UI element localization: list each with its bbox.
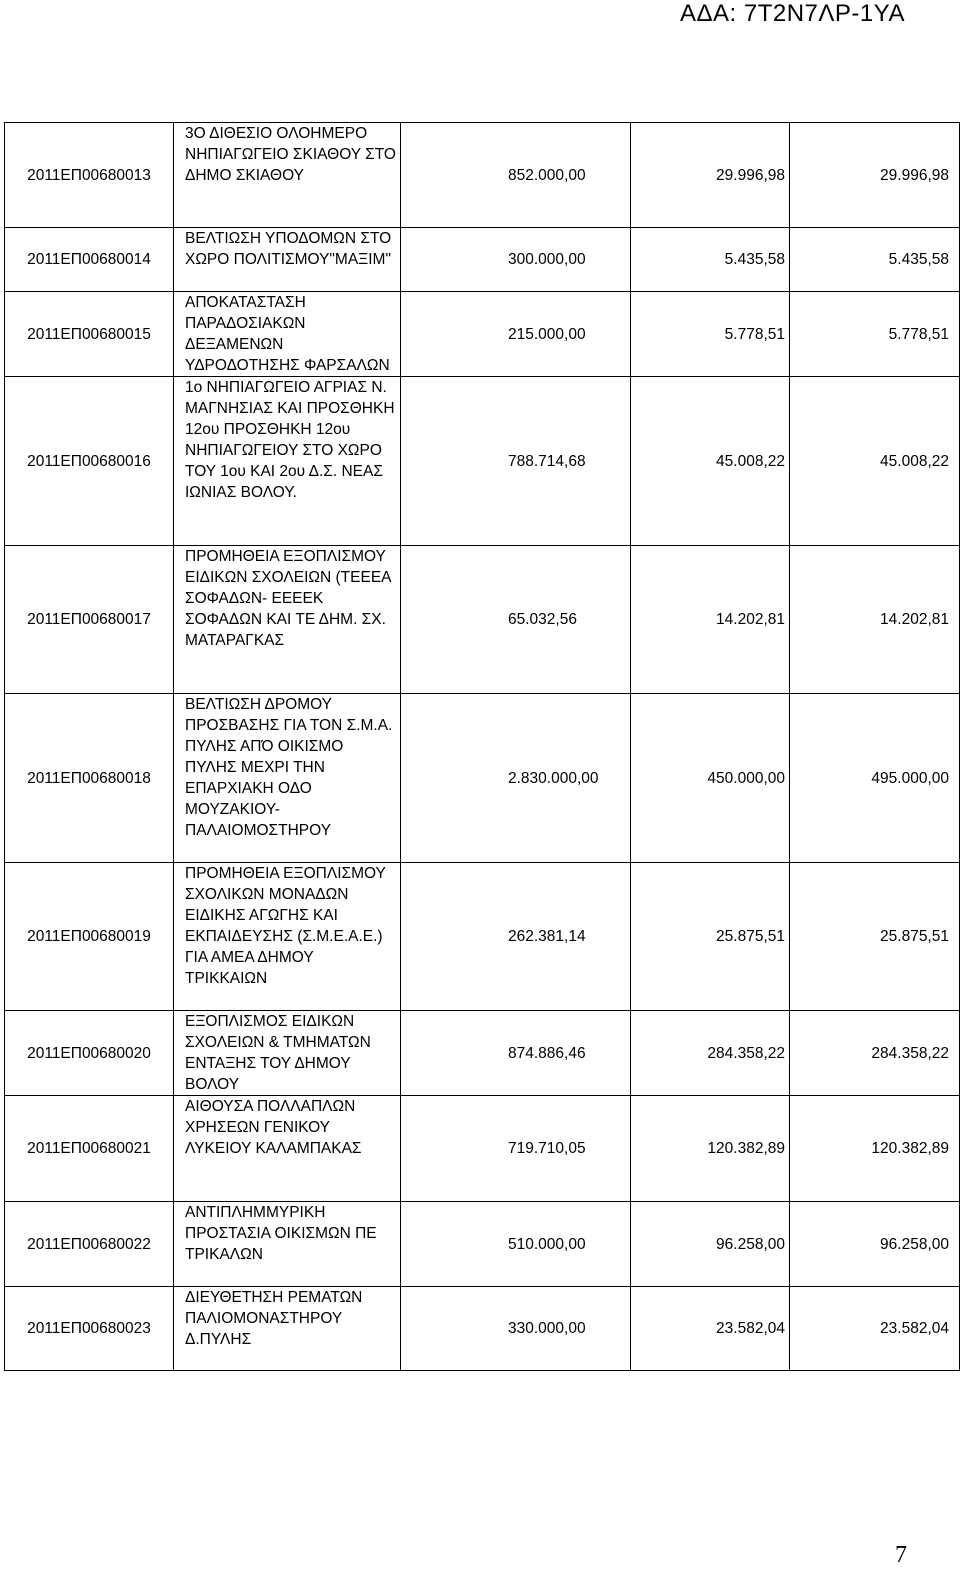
amount-cell: 96.258,00 [631,1202,790,1287]
amount-cell: 25.875,51 [631,863,790,1011]
project-description-cell: 3Ο ΔΙΘΕΣΙΟ ΟΛΟΗΜΕΡΟ ΝΗΠΙΑΓΩΓΕΙΟ ΣΚΙΑΘΟΥ ΣΤΟ ΔΗΜΟ ΣΚΙΑΘΟΥ [174,123,401,228]
amount-cell: 284.358,22 [631,1011,790,1096]
amount-cell: 23.582,04 [631,1287,790,1371]
project-description-cell: ΕΞΟΠΛΙΣΜΟΣ ΕΙΔΙΚΩΝ ΣΧΟΛΕΙΩΝ & ΤΜΗΜΑΤΩΝ ΕΝΤΑΞΗΣ ΤΟΥ ΔΗΜΟΥ ΒΟΛΟΥ [174,1011,401,1096]
project-code-cell: 2011ΕΠ00680020 [5,1011,174,1096]
project-description-cell: ΔΙΕΥΘΕΤΗΣΗ ΡΕΜΑΤΩΝ ΠΑΛΙΟΜΟΝΑΣΤΗΡΟΥ Δ.ΠΥΛΗΣ [174,1287,401,1371]
amount-cell: 23.582,04 [790,1287,960,1371]
table-row [5,292,960,377]
amount-cell: 120.382,89 [790,1096,960,1202]
budget-cell: 262.381,14 [401,863,631,1011]
amount-cell: 14.202,81 [790,546,960,694]
budget-cell: 65.032,56 [401,546,631,694]
budget-cell: 874.886,46 [401,1011,631,1096]
project-code-cell: 2011ΕΠ00680016 [5,377,174,546]
table-row [5,1202,960,1287]
budget-cell: 719.710,05 [401,1096,631,1202]
amount-cell: 5.435,58 [790,228,960,292]
project-code-cell: 2011ΕΠ00680022 [5,1202,174,1287]
budget-cell: 2.830.000,00 [401,694,631,863]
project-code-cell: 2011ΕΠ00680021 [5,1096,174,1202]
amount-cell: 96.258,00 [790,1202,960,1287]
project-code-cell: 2011ΕΠ00680014 [5,228,174,292]
amount-cell: 450.000,00 [631,694,790,863]
amount-cell: 29.996,98 [790,123,960,228]
budget-cell: 510.000,00 [401,1202,631,1287]
project-description-cell: 1ο ΝΗΠΙΑΓΩΓΕΙΟ ΑΓΡΙΑΣ Ν. ΜΑΓΝΗΣΙΑΣ ΚΑΙ ΠΡΟΣΘΗΚΗ 12ου ΠΡΟΣΘΗΚΗ 12ου ΝΗΠΙΑΓΩΓΕΙΟΥ ΣΤΟ ΧΩΡΟ ΤΟΥ 1ου ΚΑΙ 2ου Δ.Σ. ΝΕΑΣ ΙΩΝΙΑΣ ΒΟΛΟΥ. [174,377,401,546]
project-code-cell: 2011ΕΠ00680013 [5,123,174,228]
amount-cell: 5.778,51 [790,292,960,377]
budget-cell: 852.000,00 [401,123,631,228]
amount-cell: 45.008,22 [631,377,790,546]
amount-cell: 495.000,00 [790,694,960,863]
project-description-cell: ΑΙΘΟΥΣΑ ΠΟΛΛΑΠΛΩΝ ΧΡΗΣΕΩΝ ΓΕΝΙΚΟΥ ΛΥΚΕΙΟΥ ΚΑΛΑΜΠΑΚΑΣ [174,1096,401,1202]
budget-cell: 215.000,00 [401,292,631,377]
document-code: ΑΔΑ: 7Τ2Ν7ΛΡ-1ΥΑ [679,0,905,27]
table-row [5,228,960,292]
amount-cell: 120.382,89 [631,1096,790,1202]
projects-table [4,122,960,1371]
table-row [5,1287,960,1371]
project-description-cell: ΠΡΟΜΗΘΕΙΑ ΕΞΟΠΛΙΣΜΟΥ ΕΙΔΙΚΩΝ ΣΧΟΛΕΙΩΝ (ΤΕΕΕΑ ΣΟΦΑΔΩΝ- ΕΕΕΕΚ ΣΟΦΑΔΩΝ ΚΑΙ ΤΕ ΔΗΜ. ΣΧ. ΜΑΤΑΡΑΓΚΑΣ [174,546,401,694]
amount-cell: 14.202,81 [631,546,790,694]
table-row [5,1011,960,1096]
project-description-cell: ΒΕΛΤΙΩΣΗ ΥΠΟΔΟΜΩΝ ΣΤΟ ΧΩΡΟ ΠΟΛΙΤΙΣΜΟΥ"ΜΑΞΙΜ" [174,228,401,292]
projects-table-body [5,123,960,1371]
table-row [5,863,960,1011]
project-description-cell: ΑΠΟΚΑΤΑΣΤΑΣΗ ΠΑΡΑΔΟΣΙΑΚΩΝ ΔΕΞΑΜΕΝΩΝ ΥΔΡΟΔΟΤΗΣΗΣ ΦΑΡΣΑΛΩΝ [174,292,401,377]
project-code-cell: 2011ΕΠ00680023 [5,1287,174,1371]
table-row [5,694,960,863]
budget-cell: 300.000,00 [401,228,631,292]
budget-cell: 788.714,68 [401,377,631,546]
project-code-cell: 2011ΕΠ00680017 [5,546,174,694]
amount-cell: 29.996,98 [631,123,790,228]
table-row [5,123,960,228]
amount-cell: 5.435,58 [631,228,790,292]
project-code-cell: 2011ΕΠ00680018 [5,694,174,863]
amount-cell: 5.778,51 [631,292,790,377]
table-row [5,377,960,546]
project-code-cell: 2011ΕΠ00680019 [5,863,174,1011]
budget-cell: 330.000,00 [401,1287,631,1371]
page-number: 7 [895,1542,907,1568]
amount-cell: 45.008,22 [790,377,960,546]
table-row [5,546,960,694]
table-row [5,1096,960,1202]
amount-cell: 284.358,22 [790,1011,960,1096]
project-code-cell: 2011ΕΠ00680015 [5,292,174,377]
project-description-cell: ΠΡΟΜΗΘΕΙΑ ΕΞΟΠΛΙΣΜΟΥ ΣΧΟΛΙΚΩΝ ΜΟΝΑΔΩΝ ΕΙΔΙΚΗΣ ΑΓΩΓΗΣ ΚΑΙ ΕΚΠΑΙΔΕΥΣΗΣ (Σ.Μ.Ε.Α.Ε.) ΓΙΑ ΑΜΕΑ ΔΗΜΟΥ ΤΡΙΚΚΑΙΩΝ [174,863,401,1011]
amount-cell: 25.875,51 [790,863,960,1011]
project-description-cell: ΑΝΤΙΠΛΗΜΜΥΡΙΚΗ ΠΡΟΣΤΑΣΙΑ ΟΙΚΙΣΜΩΝ ΠΕ ΤΡΙΚΑΛΩΝ [174,1202,401,1287]
project-description-cell: ΒΕΛΤΙΩΣΗ ΔΡΟΜΟΥ ΠΡΟΣΒΑΣΗΣ ΓΙΑ ΤΟΝ Σ.Μ.Α. ΠΥΛΗΣ ΑΠΌ ΟΙΚΙΣΜΟ ΠΥΛΗΣ ΜΕΧΡΙ ΤΗΝ ΕΠΑΡΧΙΑΚΗ ΟΔΟ ΜΟΥΖΑΚΙΟΥ- ΠΑΛΑΙΟΜΟΣΤΗΡΟΥ [174,694,401,863]
